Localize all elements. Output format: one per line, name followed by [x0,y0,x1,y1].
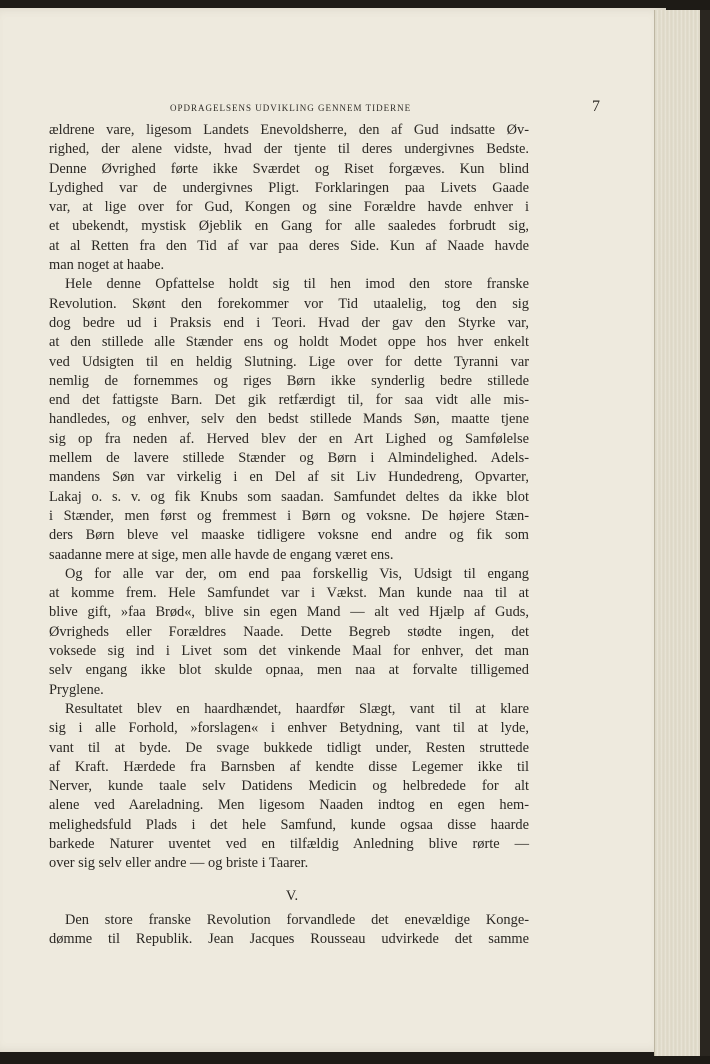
text-line: alene ved Aareladning. Men ligesom Naaden indtog en egen hem- [49,797,529,814]
running-head [60,98,600,118]
text-line: dømme til Republik. Jean Jacques Rousseau udvirkede det samme [49,930,529,947]
text-line: blive gift, »faa Brød«, blive sin egen Mand — alt ved Hjælp af Guds, [49,604,529,621]
text-line: Lakaj o. s. v. og fik Knubs som saadan. Samfundet deltes da ikke blot [49,488,529,505]
text-line: righed, der alene vidste, hvad der tjente til deres undergivnes Bedste. [49,141,529,158]
text-line: et ubekendt, mystisk Øjeblik en Gang for alle saaledes forbrudt sig, [49,218,529,235]
text-line: at den stillede alle Stænder ens og holdt Modet oppe hos hver enkelt [49,334,529,351]
paragraph-first-line: Hele denne Opfattelse holdt sig til hen imod den store franske [65,276,529,293]
text-line: nemlig de fornemmes og riges Børn ikke synderlig bedre stillede [49,372,529,389]
text-line: ældrene vare, ligesom Landets Enevoldsherre, den af Gud indsatte Øv- [49,122,529,138]
text-line: Revolution. Skønt den forekommer vor Tid utaalelig, tog den sig [49,295,529,312]
text-line: melighedsfuld Plads i det hele Samfund, kunde ogsaa disse haarde [49,816,529,833]
text-line: mandens Søn var virkelig i en Del af sit Liv Hundedreng, Opvarter, [49,469,529,486]
page-block-edge [654,10,703,1056]
text-line: over sig selv eller andre — og briste i Taarer. [49,855,309,872]
page-number: 7 [592,98,600,115]
text-line: Øvrigheds eller Forældres Naade. Dette Begreb stødte ingen, det [49,623,529,640]
paragraph-first-line: Den store franske Revolution forvandlede det enevældige Konge- [65,911,529,928]
text-line: ved Udsigten til en heldig Slutning. Lige over for dette Tyranni var [49,353,529,370]
body-text [49,121,529,949]
text-line: at komme frem. Hele Samfundet var i Vækst. Man kunde naa til at [49,585,529,602]
text-line: sig i alle Forhold, »forslagen« i enhver Betydning, vant til at lyde, [49,720,529,737]
text-line: Pryglene. [49,681,104,698]
paragraph-first-line: Resultatet blev en haardhændet, haardfør Slægt, vant til at klare [65,700,529,717]
text-line: man noget at haabe. [49,257,165,274]
text-line: saadanne mere at sige, men alle havde de engang været ens. [49,546,394,563]
text-line: selv engang ikke blot skulde opnaa, men naa at forvalte tilligemed [49,662,529,679]
text-line: barkede Naturer uventet ved en tilfældig Anledning blive rørte — [49,835,529,852]
text-line: end det fattigste Barn. Det gik retfærdigt til, for saa vidt alle mis- [49,392,529,409]
text-line: Nerver, kunde taale selv Datidens Medicin og helbredede for alt [49,778,529,795]
section-heading: V. [285,887,299,904]
text-line: vant til at byde. De svage bukkede tidligt under, Resten struttede [49,739,529,756]
text-line: at al Retten fra den Tid af var paa deres Side. Kun af Naade havde [49,237,529,254]
text-line: ders Børn bleve vel maaske tidligere voksne end andre og fik som [49,527,529,544]
text-line: dog bedre ud i Praksis end i Teori. Hvad der gav den Styrke var, [49,314,529,331]
text-line: i Stænder, men først og fremmest i Børn og voksne. De højere Stæn- [49,507,529,524]
text-line: Denne Øvrighed førte ikke Sværdet og Riset forgæves. Kun blind [49,160,529,177]
text-line: af Kraft. Hærdede fra Barnsben af kendte disse Legemer ikke til [49,758,529,775]
text-line: Lydighed var de undergivnes Pligt. Forklaringen paa Livets Gaade [49,179,529,196]
binding-shadow [700,10,710,1056]
paragraph-first-line: Og for alle var der, om end paa forskellig Vis, Udsigt til engang [65,565,529,582]
text-line: mellem de lavere stillede Stænder og Børn i Almindelighed. Adels- [49,450,529,467]
text-line: sig op fra neden af. Herved blev der en Art Lighed og Samfølelse [49,430,529,447]
text-line: handledes, og enhver, selv den bedst stillede Mands Søn, maatte tjene [49,411,529,428]
running-head-title: OPDRAGELSENS UDVIKLING GENNEM TIDERNE [170,103,412,113]
text-line: voksede sig ind i Livet som det vinkende Maal for enhver, det man [49,643,529,660]
text-line: var, at lige over for Gud, Kongen og sine Forældre havde enhver i [49,199,529,216]
